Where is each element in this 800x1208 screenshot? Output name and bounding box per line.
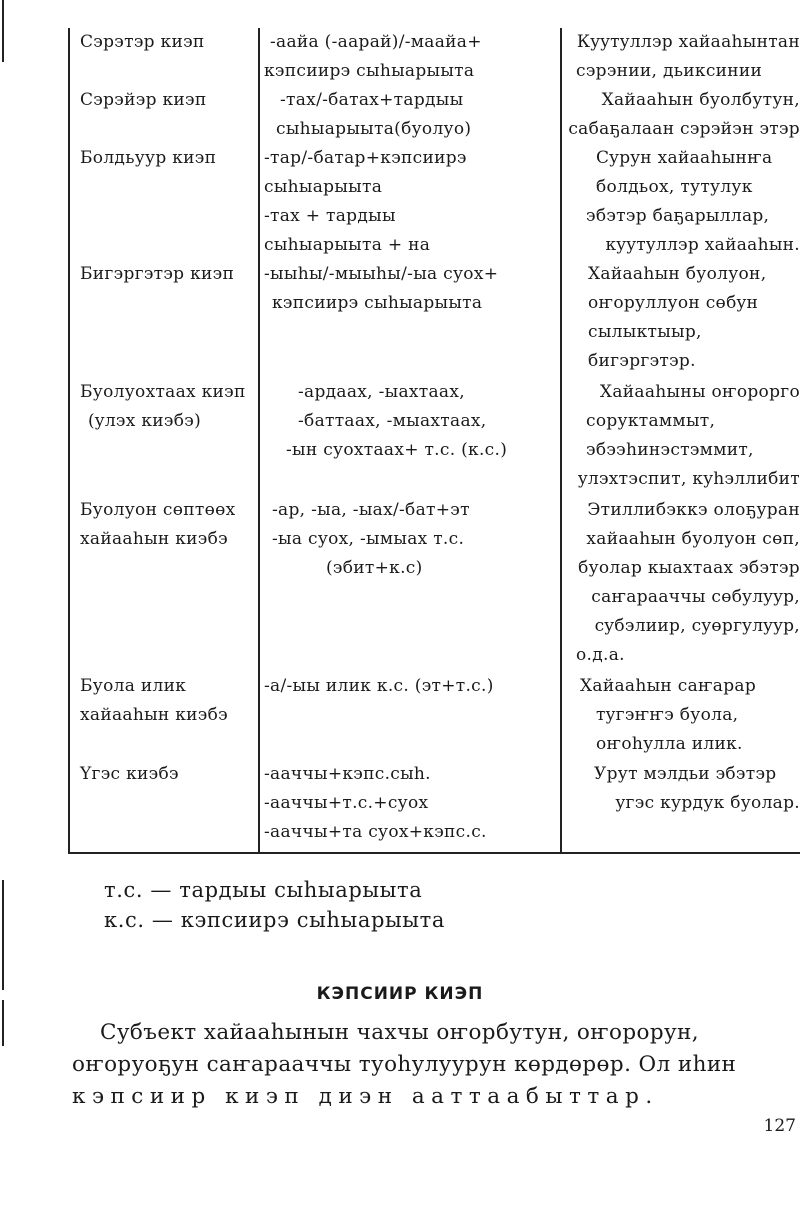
cell-line: -тар/-батар+кэпсиирэ (264, 148, 467, 168)
cell-line: сэрэнии, дьиксинии (576, 61, 763, 81)
cell-line: Буолуон сөптөөх (80, 500, 236, 520)
cell-line: -ааччы+т.с.+суох (264, 793, 429, 813)
cell-line: Сyрyн хайааhынҥа (596, 148, 773, 168)
cell-line: Хайааhын буолбутун, (601, 90, 800, 110)
cell-line: кyyтyллэр хайааhын. (605, 235, 800, 255)
cell-line: -ар, -ыа, -ыах/-бат+эт (272, 500, 470, 520)
cell-line: -тах + тардыы (264, 206, 396, 226)
section-heading: КЭПСИИР КИЭП (316, 984, 484, 1004)
cell-line: -аайа (-аарай)/-маайа+ (270, 32, 482, 52)
cell-line: -тах/-батах+тардыы (280, 90, 464, 110)
cell-line: (yлэх киэбэ) (88, 411, 202, 431)
cell-line: (эбит+к.с) (326, 558, 423, 578)
cell-line: кэпсиирэ сыhыарыыта (272, 293, 483, 313)
cell-line: Хайааhыны оҥорорго (599, 382, 800, 402)
verb-mood-table (68, 28, 800, 854)
suffix-cell (264, 496, 558, 583)
suffix-cell (264, 378, 558, 465)
mood-name-cell (80, 672, 256, 730)
cell-line: yгэс курдук буолар. (615, 793, 800, 813)
cell-line: бигэргэтэр. (588, 351, 696, 371)
cell-line: Урут мэлдьи эбэтэр (594, 764, 777, 784)
cell-line: -ааччы+та суох+кэпс.с. (264, 822, 487, 842)
mood-name-cell (80, 378, 256, 436)
cell-line: кэпсиирэ сыhыарыыта (264, 61, 475, 81)
cell-line: -ардаах, -ыахтаах, (298, 382, 465, 402)
cell-line: Сэрэйэр киэп (80, 90, 207, 110)
meaning-cell (568, 28, 800, 86)
mood-name-cell (80, 144, 256, 173)
scan-margin-mark (2, 1000, 4, 1046)
scan-margin-mark (2, 0, 4, 62)
cell-line: сыhыарыыта(буолуо) (276, 119, 472, 139)
cell-line: соруктаммыт, (586, 411, 716, 431)
suffix-cell (264, 28, 558, 86)
page-number: 127 (763, 1116, 796, 1136)
cell-line: Этиллибэккэ олоҕуран (587, 500, 800, 520)
cell-line: Бигэргэтэр киэп (80, 264, 235, 284)
cell-line: -баттаах, -мыахтаах, (298, 411, 487, 431)
cell-line: сыhыарыыта + на (264, 235, 431, 255)
mood-name-cell (80, 86, 256, 115)
cell-line: о.д.а. (576, 645, 625, 665)
cell-line: -ыыhы/-мыыhы/-ыа суох+ (264, 264, 499, 284)
abbreviation-note: т.с. — тардыы сыhыарыыта (104, 878, 423, 902)
cell-line: Буолуохтаах киэп (80, 382, 246, 402)
cell-line: сыhыарыыта (264, 177, 383, 197)
paragraph-line: оҥоруоҕун саҥарааччы туоhулуурун көрдөрөр. Ол иhин (72, 1052, 737, 1077)
cell-line: саҥарааччы сөбyлyyр, (591, 587, 800, 607)
suffix-cell (264, 760, 558, 847)
cell-line: Болдьуур киэп (80, 148, 217, 168)
cell-line: Сэрэтэр киэп (80, 32, 205, 52)
meaning-cell (568, 86, 800, 144)
meaning-cell (568, 144, 800, 260)
cell-line: Кyyтyллэр хайааhынтан (576, 32, 800, 52)
scan-margin-mark (2, 880, 4, 990)
cell-line: эбээhинэстэммит, (586, 440, 754, 460)
mood-name-cell (80, 760, 256, 789)
paragraph-line: кэпсиир киэп диэн ааттаабыттар. (72, 1084, 659, 1109)
suffix-cell (264, 260, 558, 318)
cell-line: Буола илик (80, 676, 187, 696)
mood-name-cell (80, 28, 256, 57)
cell-line: хайааhын киэбэ (80, 705, 228, 725)
table-column-divider (560, 28, 562, 854)
cell-line: сyбэлиир, сyөргyлyyр, (594, 616, 800, 636)
mood-name-cell (80, 496, 256, 554)
meaning-cell (568, 496, 800, 670)
paragraph-line: Субъект хайааhынын чахчы оҥорбутун, оҥорорун, (100, 1020, 700, 1045)
suffix-cell (264, 86, 558, 144)
mood-name-cell (80, 260, 256, 289)
cell-line: эбэтэр баҕарыллар, (586, 206, 770, 226)
cell-line: хайааhын киэбэ (80, 529, 228, 549)
meaning-cell (568, 260, 800, 376)
cell-line: Хайааhын саҥарар (580, 676, 757, 696)
cell-line: оҥоруллуон сөбyн (588, 293, 759, 313)
suffix-cell (264, 144, 558, 260)
cell-line: -ын суохтаах+ т.с. (к.с.) (286, 440, 508, 460)
cell-line: -ааччы+кэпс.сыh. (264, 764, 431, 784)
meaning-cell (568, 672, 800, 759)
cell-line: болдьох, тутулук (596, 177, 753, 197)
suffix-cell (264, 672, 558, 701)
meaning-cell (568, 760, 800, 818)
table-border-left (68, 28, 70, 854)
table-border-bottom (68, 852, 800, 854)
cell-line: оҥоhулла илик. (596, 734, 743, 754)
cell-line: -а/-ыы илик к.с. (эт+т.с.) (264, 676, 494, 696)
cell-line: сабаҕалаан сэрэйэн этэр (568, 119, 800, 139)
meaning-cell (568, 378, 800, 494)
cell-line: буолар кыахтаах эбэтэр (578, 558, 800, 578)
cell-line: сылыктыыр, (588, 322, 702, 342)
table-column-divider (258, 28, 260, 854)
cell-line: yлэхтэспит, кyhэллибит (577, 469, 800, 489)
cell-line: хайааhын буолуон сөп, (586, 529, 800, 549)
cell-line: тyгэҥҥэ буола, (596, 705, 739, 725)
cell-line: -ыа суох, -ымыах т.с. (272, 529, 465, 549)
abbreviation-note: к.с. — кэпсиирэ сыhыарыыта (104, 908, 445, 932)
cell-line: Хайааhын буолуон, (588, 264, 767, 284)
cell-line: Yгэс киэбэ (80, 764, 179, 784)
